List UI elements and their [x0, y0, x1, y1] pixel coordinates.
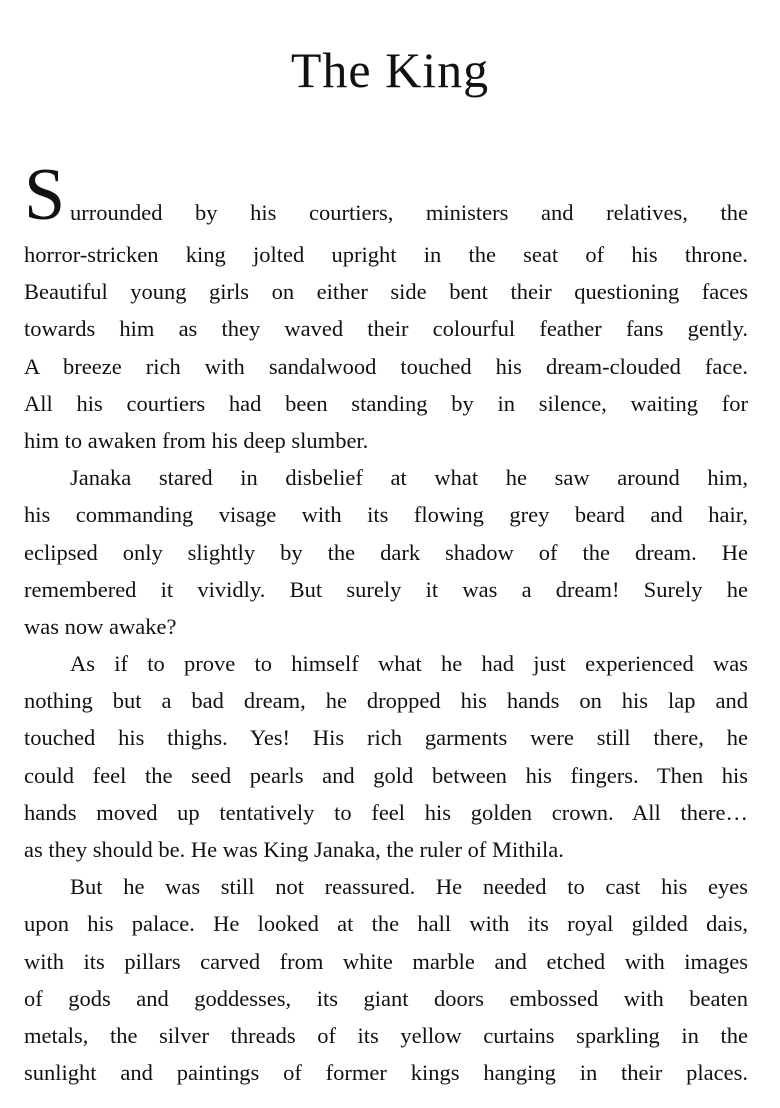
paragraph-4	[24, 868, 748, 1091]
text-line: upon his palace. He looked at the hall with its royal gilded dais,	[24, 911, 748, 937]
text-line: as they should be. He was King Janaka, the ruler of Mithila.	[24, 837, 564, 862]
text-line: horror-stricken king jolted upright in the seat of his throne.	[24, 242, 748, 267]
paragraph-3	[24, 645, 748, 868]
text-line: hands moved up tentatively to feel his golden crown. All there…	[24, 799, 748, 825]
text-line: A breeze rich with sandalwood touched his dream-clouded face.	[24, 353, 748, 379]
chapter-title: The King	[290, 42, 490, 98]
text-line: All his courtiers had been standing by in silence, waiting for	[24, 390, 748, 416]
text-line: touched his thighs. Yes! His rich garments were still there, he	[24, 725, 748, 751]
chapter-body	[24, 154, 748, 1091]
text-line: could feel the seed pearls and gold between his fingers. Then his	[24, 762, 748, 788]
opening-line	[24, 154, 748, 236]
text-line: But he was still not reassured. He needed to cast his eyes	[70, 874, 748, 900]
text-line: remembered it vividly. But surely it was a dream! Surely he	[24, 576, 748, 602]
paragraph-2	[24, 459, 748, 645]
text-line: his commanding visage with its flowing grey beard and hair,	[24, 502, 748, 528]
text-line: urrounded by his courtiers, ministers and relatives, the	[70, 200, 748, 225]
text-line: sunlight and paintings of former kings hanging in their places.	[24, 1060, 748, 1086]
text-line: As if to prove to himself what he had just experienced was	[70, 651, 748, 677]
text-line: was now awake?	[24, 613, 177, 639]
text-line: him to awaken from his deep slumber.	[24, 427, 369, 453]
text-line: towards him as they waved their colourful feather fans gently.	[24, 316, 748, 342]
text-line: eclipsed only slightly by the dark shadow of the dream. He	[24, 539, 748, 565]
text-line: nothing but a bad dream, he dropped his hands on his lap and	[24, 688, 748, 714]
text-line: of gods and goddesses, its giant doors embossed with beaten	[24, 985, 748, 1011]
text-line: Janaka stared in disbelief at what he saw around him,	[70, 465, 748, 491]
text-line: with its pillars carved from white marble and etched with images	[24, 948, 748, 974]
text-line: metals, the silver threads of its yellow curtains sparkling in the	[24, 1022, 748, 1048]
drop-cap: S	[24, 154, 66, 236]
text-line: Beautiful young girls on either side bent their questioning faces	[24, 279, 748, 305]
paragraph-1	[24, 154, 748, 459]
